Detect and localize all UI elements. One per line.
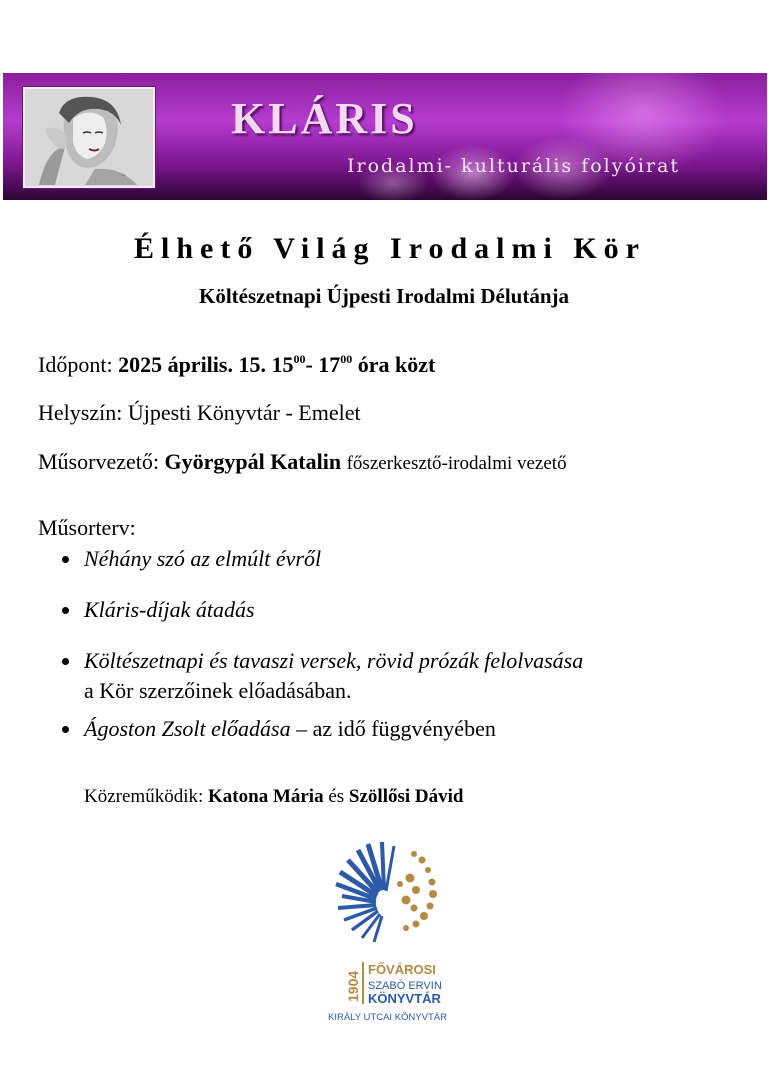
logo-line-3: KÖNYVTÁR [368,991,441,1006]
event-subtitle: Költészetnapi Újpesti Irodalmi Délutánja [198,284,569,308]
time-start-sup: 00 [293,352,306,366]
portrait-illustration [23,87,155,188]
bullet-dot [62,658,69,665]
host-role: főszerkesztő-irodalmi vezető [346,453,567,474]
credits-label: Közreműködik: [84,786,204,807]
time-date: 2025 április. 15. 15 [118,352,294,377]
logo-line-1: FŐVÁROSI [368,962,436,977]
host-name: Györgypál Katalin [164,449,342,474]
time-end-sup: 00 [340,352,353,366]
host-line [38,449,567,475]
logo-line-4: KIRÁLY UTCAI KÖNYVTÁR [328,1012,447,1023]
time-dash: - 17 [305,352,341,377]
bullet-dot [62,556,69,563]
program-item-text: Kláris-díjak átadás [84,597,255,622]
credits-and: és [328,786,345,807]
library-emblem-icon [336,842,437,942]
time-suffix: óra közt [357,352,436,377]
program-item-italic: Ágoston Zsolt előadása [84,716,291,741]
logo-line-2: SZABÓ ERVIN [368,980,442,992]
program-label: Műsorterv: [38,515,136,540]
program-item-continuation: a Kör szerzőinek előadásában. [84,678,352,703]
credits-line [84,786,463,808]
time-line [38,352,435,378]
banner-subtitle: Irodalmi- kulturális folyóirat [347,155,681,177]
klaris-banner [3,73,767,200]
place-line [38,400,361,426]
banner-title: KLÁRIS [231,94,418,143]
program-item-text: Néhány szó az elmúlt évről [84,546,322,571]
place-label: Helyszín: [38,400,123,425]
time-label: Időpont: [38,352,113,377]
credits-name-1: Katona Mária [208,786,324,807]
program-item-text [84,716,496,742]
host-label: Műsorvezető: [38,449,159,474]
library-logo [320,838,480,1028]
program-item-rest: – az idő függvényében [296,716,496,741]
logo-year: 1904 [345,970,361,1002]
credits-name-2: Szöllősi Dávid [348,786,464,807]
event-title: Élhető Világ Irodalmi Kör [134,232,646,265]
place-value: Újpesti Könyvtár - Emelet [127,400,361,425]
bullet-dot [62,607,69,614]
program-item-text: Költészetnapi és tavaszi versek, rövid prózák felolvasása [84,648,584,673]
bullet-dot [62,726,69,733]
svg-text:~: ~ [121,172,127,179]
